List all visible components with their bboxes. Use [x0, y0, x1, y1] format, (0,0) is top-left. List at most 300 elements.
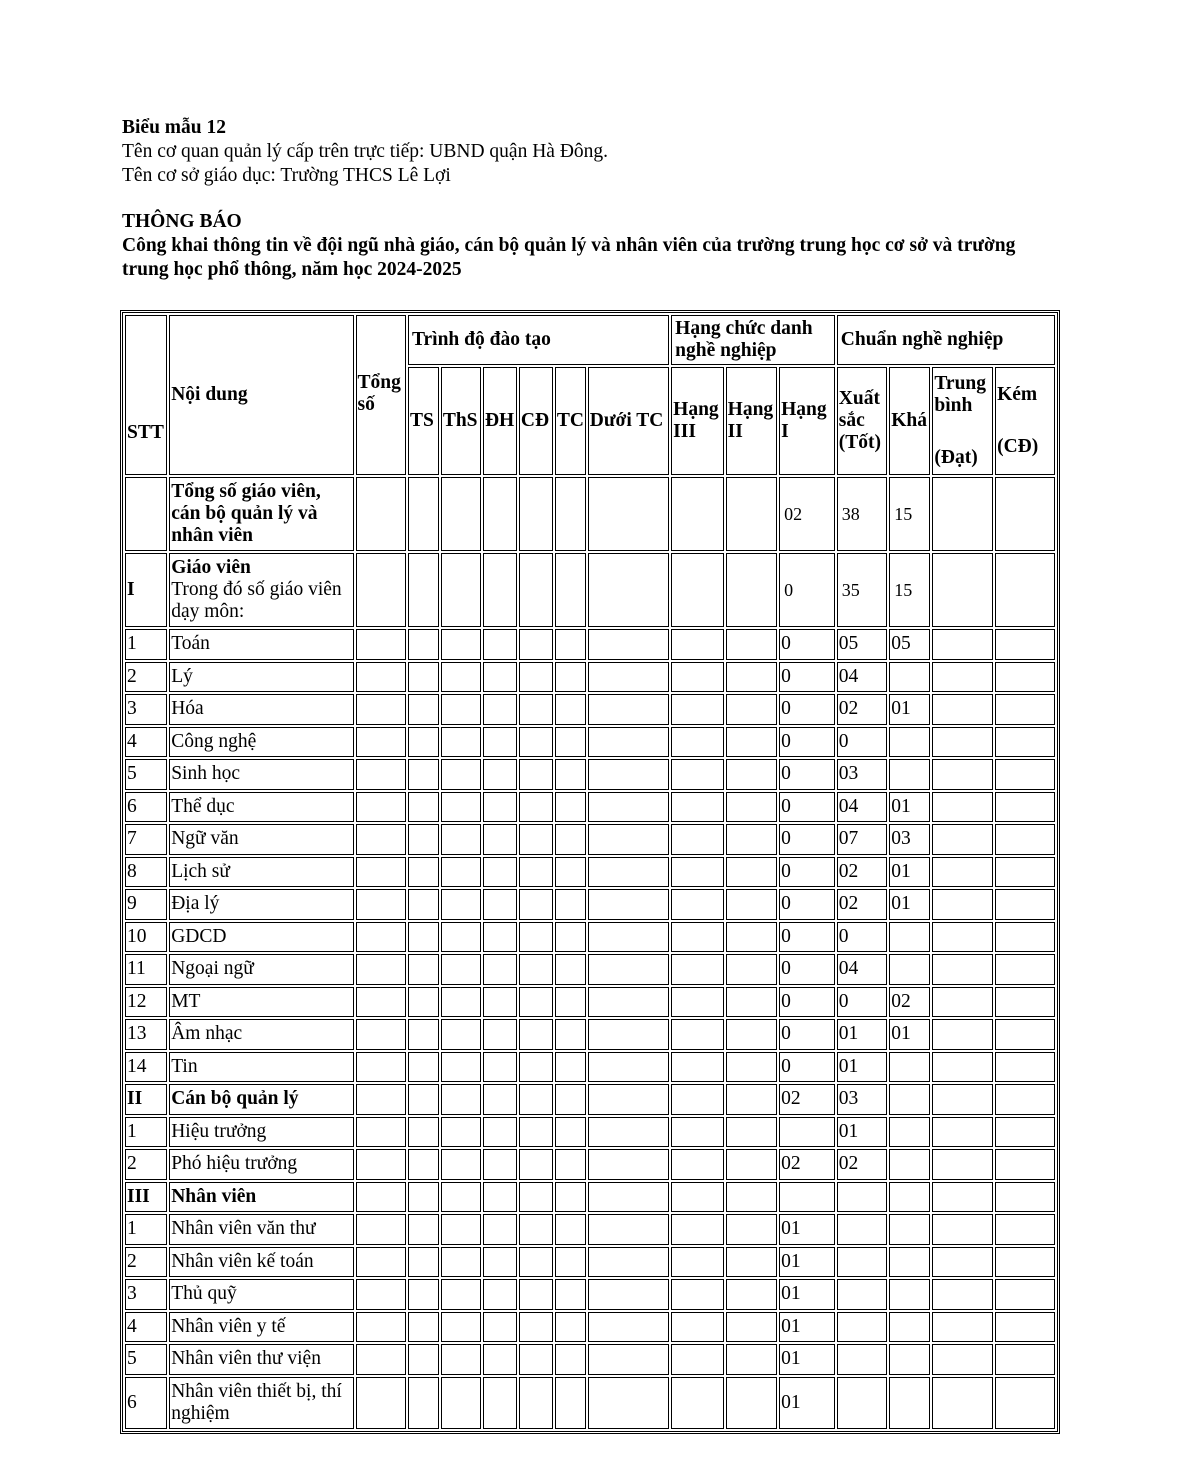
- cell-tongso: [356, 824, 406, 855]
- cell-noidung: GDCD: [169, 922, 353, 953]
- cell-duoitc: [588, 662, 669, 693]
- cell-tongso: [356, 1312, 406, 1343]
- header-trungbinh-note: (Đạt): [934, 447, 978, 468]
- cell-xuatsac: 04: [837, 792, 887, 823]
- cell-hang3: [671, 1117, 724, 1148]
- cell-trungbinh: [932, 1149, 993, 1180]
- cell-xuatsac: 02: [837, 889, 887, 920]
- cell-cd: [519, 694, 553, 725]
- cell-ts: [408, 1279, 439, 1310]
- cell-hang3: [671, 954, 724, 985]
- cell-duoitc: [588, 922, 669, 953]
- cell-ts: [408, 954, 439, 985]
- cell-hang2: [726, 792, 777, 823]
- cell-trungbinh: [932, 1052, 993, 1083]
- cell-xuatsac: 04: [837, 954, 887, 985]
- cell-trungbinh: [932, 922, 993, 953]
- cell-tongso: [356, 694, 406, 725]
- cell-hang1: 0: [779, 922, 835, 953]
- cell-trungbinh: [932, 1182, 993, 1213]
- cell-cd: [519, 759, 553, 790]
- cell-kha: 01: [889, 857, 930, 888]
- cell-dh: [483, 759, 517, 790]
- cell-hang1: 02: [779, 1149, 835, 1180]
- cell-kha: [889, 1312, 930, 1343]
- cell-kha: [889, 662, 930, 693]
- cell-hang3: [671, 889, 724, 920]
- cell-dh: [483, 987, 517, 1018]
- cell-kem: [995, 553, 1055, 627]
- cell-xuatsac: 01: [837, 1117, 887, 1148]
- cell-trungbinh: [932, 1279, 993, 1310]
- row-title: Giáo viên: [171, 557, 251, 578]
- cell-cd: [519, 824, 553, 855]
- cell-stt: 4: [125, 1312, 167, 1343]
- agency-line: Tên cơ quan quản lý cấp trên trực tiếp: UBND quận Hà Đông.: [122, 141, 609, 162]
- table-row: [125, 857, 1055, 888]
- cell-hang3: [671, 824, 724, 855]
- table-row: [125, 727, 1055, 758]
- table-row: [125, 922, 1055, 953]
- cell-noidung: Ngữ văn: [169, 824, 353, 855]
- cell-dh: [483, 857, 517, 888]
- cell-ths: [441, 1182, 481, 1213]
- cell-dh: [483, 477, 517, 551]
- cell-xuatsac: [837, 1344, 887, 1375]
- header-dh: ĐH: [483, 367, 517, 475]
- cell-trungbinh: [932, 1312, 993, 1343]
- cell-ths: [441, 629, 481, 660]
- cell-hang1: 0: [779, 987, 835, 1018]
- table-row: [125, 1377, 1055, 1429]
- table-row: [125, 1279, 1055, 1310]
- cell-hang2: [726, 824, 777, 855]
- cell-dh: [483, 824, 517, 855]
- cell-hang1: 0: [779, 727, 835, 758]
- cell-dh: [483, 629, 517, 660]
- header-xuatsac: Xuất sắc (Tốt): [837, 367, 887, 475]
- cell-kha: [889, 1182, 930, 1213]
- header-cd: CĐ: [519, 367, 553, 475]
- table-row: [125, 629, 1055, 660]
- cell-trungbinh: [932, 694, 993, 725]
- cell-trungbinh: [932, 1344, 993, 1375]
- cell-tc: [555, 857, 586, 888]
- cell-hang1: [779, 1182, 835, 1213]
- cell-ths: [441, 1214, 481, 1245]
- cell-noidung: Tổng số giáo viên, cán bộ quản lý và nhân viên: [169, 477, 353, 551]
- cell-tongso: [356, 954, 406, 985]
- cell-noidung: Nhân viên kế toán: [169, 1247, 353, 1278]
- cell-tc: [555, 1149, 586, 1180]
- cell-stt: 9: [125, 889, 167, 920]
- cell-kem: [995, 1377, 1055, 1429]
- cell-dh: [483, 1052, 517, 1083]
- cell-hang3: [671, 694, 724, 725]
- cell-hang1: 0: [779, 553, 835, 627]
- cell-trungbinh: [932, 662, 993, 693]
- cell-hang1: 0: [779, 1019, 835, 1050]
- cell-duoitc: [588, 727, 669, 758]
- cell-hang1: 01: [779, 1344, 835, 1375]
- cell-kem: [995, 889, 1055, 920]
- header-hang2: Hạng II: [726, 367, 777, 475]
- table-body: [125, 477, 1055, 1429]
- cell-hang2: [726, 1019, 777, 1050]
- cell-kem: [995, 987, 1055, 1018]
- cell-hang2: [726, 1182, 777, 1213]
- cell-noidung: Tin: [169, 1052, 353, 1083]
- cell-cd: [519, 987, 553, 1018]
- cell-stt: 10: [125, 922, 167, 953]
- cell-noidung: Thủ quỹ: [169, 1279, 353, 1310]
- header-stt: STT: [125, 315, 167, 475]
- cell-xuatsac: 0: [837, 987, 887, 1018]
- cell-ts: [408, 727, 439, 758]
- cell-ths: [441, 1052, 481, 1083]
- table-row: [125, 1084, 1055, 1115]
- cell-hang2: [726, 1117, 777, 1148]
- cell-cd: [519, 477, 553, 551]
- cell-tc: [555, 759, 586, 790]
- cell-trungbinh: [932, 477, 993, 551]
- cell-hang2: [726, 922, 777, 953]
- cell-xuatsac: 0: [837, 922, 887, 953]
- cell-duoitc: [588, 1117, 669, 1148]
- cell-tongso: [356, 987, 406, 1018]
- cell-kem: [995, 759, 1055, 790]
- cell-kem: [995, 1019, 1055, 1050]
- cell-dh: [483, 1084, 517, 1115]
- cell-trungbinh: [932, 1019, 993, 1050]
- cell-dh: [483, 1279, 517, 1310]
- cell-hang2: [726, 889, 777, 920]
- cell-ths: [441, 857, 481, 888]
- cell-kha: [889, 727, 930, 758]
- table-row: [125, 1052, 1055, 1083]
- cell-duoitc: [588, 1344, 669, 1375]
- cell-duoitc: [588, 1377, 669, 1429]
- cell-tc: [555, 1182, 586, 1213]
- cell-hang3: [671, 922, 724, 953]
- cell-kem: [995, 1344, 1055, 1375]
- cell-tc: [555, 727, 586, 758]
- cell-hang1: 0: [779, 792, 835, 823]
- staff-table: [122, 312, 1058, 1432]
- header-kem-label: Kém: [997, 384, 1038, 405]
- cell-dh: [483, 1117, 517, 1148]
- cell-duoitc: [588, 1084, 669, 1115]
- cell-kem: [995, 792, 1055, 823]
- cell-noidung: Nhân viên văn thư: [169, 1214, 353, 1245]
- cell-tongso: [356, 1344, 406, 1375]
- cell-stt: 2: [125, 662, 167, 693]
- cell-ts: [408, 662, 439, 693]
- cell-stt: 3: [125, 694, 167, 725]
- cell-hang1: 0: [779, 1052, 835, 1083]
- cell-cd: [519, 1019, 553, 1050]
- cell-xuatsac: [837, 1214, 887, 1245]
- cell-ts: [408, 792, 439, 823]
- header-hang3: Hạng III: [671, 367, 724, 475]
- table-row: [125, 477, 1055, 551]
- cell-tc: [555, 922, 586, 953]
- cell-tc: [555, 662, 586, 693]
- cell-hang2: [726, 1312, 777, 1343]
- cell-tc: [555, 553, 586, 627]
- cell-noidung: Hiệu trưởng: [169, 1117, 353, 1148]
- cell-duoitc: [588, 857, 669, 888]
- cell-stt: 1: [125, 1214, 167, 1245]
- table-row: [125, 759, 1055, 790]
- cell-ts: [408, 1052, 439, 1083]
- cell-duoitc: [588, 792, 669, 823]
- cell-kha: 15: [889, 553, 930, 627]
- cell-cd: [519, 1182, 553, 1213]
- cell-kha: [889, 922, 930, 953]
- cell-cd: [519, 1279, 553, 1310]
- cell-tongso: [356, 1247, 406, 1278]
- cell-kha: 01: [889, 1019, 930, 1050]
- cell-noidung: Hóa: [169, 694, 353, 725]
- cell-trungbinh: [932, 759, 993, 790]
- cell-hang2: [726, 1247, 777, 1278]
- cell-xuatsac: 01: [837, 1052, 887, 1083]
- cell-ts: [408, 694, 439, 725]
- cell-hang3: [671, 1247, 724, 1278]
- cell-kem: [995, 1052, 1055, 1083]
- cell-ths: [441, 1344, 481, 1375]
- table-row: [125, 987, 1055, 1018]
- cell-dh: [483, 1312, 517, 1343]
- table-row: [125, 889, 1055, 920]
- header-kem-note: (CĐ): [997, 436, 1039, 457]
- cell-ths: [441, 1084, 481, 1115]
- cell-ths: [441, 792, 481, 823]
- cell-noidung: Ngoại ngữ: [169, 954, 353, 985]
- cell-stt: 5: [125, 1344, 167, 1375]
- cell-ths: [441, 889, 481, 920]
- cell-hang2: [726, 1279, 777, 1310]
- cell-duoitc: [588, 889, 669, 920]
- cell-kha: [889, 1149, 930, 1180]
- cell-duoitc: [588, 629, 669, 660]
- cell-ths: [441, 727, 481, 758]
- cell-noidung: Phó hiệu trưởng: [169, 1149, 353, 1180]
- cell-hang2: [726, 477, 777, 551]
- cell-kha: 02: [889, 987, 930, 1018]
- header-trungbinh: [932, 367, 993, 475]
- cell-tc: [555, 1084, 586, 1115]
- cell-hang3: [671, 759, 724, 790]
- cell-ths: [441, 694, 481, 725]
- cell-stt: 3: [125, 1279, 167, 1310]
- cell-kha: [889, 954, 930, 985]
- table-row: [125, 1019, 1055, 1050]
- table-row: [125, 553, 1055, 627]
- cell-cd: [519, 553, 553, 627]
- cell-tongso: [356, 1182, 406, 1213]
- cell-hang3: [671, 553, 724, 627]
- cell-ths: [441, 987, 481, 1018]
- cell-tongso: [356, 1084, 406, 1115]
- cell-xuatsac: 02: [837, 857, 887, 888]
- cell-ts: [408, 1182, 439, 1213]
- cell-hang1: 0: [779, 694, 835, 725]
- cell-ts: [408, 1149, 439, 1180]
- cell-duoitc: [588, 1182, 669, 1213]
- cell-xuatsac: 05: [837, 629, 887, 660]
- cell-kem: [995, 1149, 1055, 1180]
- cell-kha: [889, 1084, 930, 1115]
- table-row: [125, 662, 1055, 693]
- cell-cd: [519, 727, 553, 758]
- cell-hang2: [726, 553, 777, 627]
- cell-ts: [408, 922, 439, 953]
- cell-tc: [555, 954, 586, 985]
- cell-kem: [995, 857, 1055, 888]
- cell-ths: [441, 662, 481, 693]
- cell-tongso: [356, 727, 406, 758]
- cell-dh: [483, 954, 517, 985]
- cell-xuatsac: [837, 1279, 887, 1310]
- table-row: [125, 792, 1055, 823]
- notice-subtitle: Công khai thông tin về đội ngũ nhà giáo, cán bộ quản lý và nhân viên của trường trung học cơ sở và trường trung học phổ thông, năm học 2024-2025: [122, 235, 1016, 280]
- cell-xuatsac: 02: [837, 694, 887, 725]
- cell-duoitc: [588, 1279, 669, 1310]
- cell-kem: [995, 1312, 1055, 1343]
- cell-tongso: [356, 1214, 406, 1245]
- table-row: [125, 1312, 1055, 1343]
- header-noidung: Nội dung: [169, 315, 353, 475]
- header-ts: TS: [408, 367, 439, 475]
- cell-ths: [441, 824, 481, 855]
- cell-kem: [995, 824, 1055, 855]
- cell-ths: [441, 1279, 481, 1310]
- cell-tongso: [356, 1279, 406, 1310]
- header-tc: TC: [555, 367, 586, 475]
- document-header: [122, 116, 1062, 282]
- form-title: Biểu mẫu 12: [122, 117, 227, 138]
- cell-kem: [995, 954, 1055, 985]
- cell-tc: [555, 1312, 586, 1343]
- cell-cd: [519, 1214, 553, 1245]
- cell-hang3: [671, 1214, 724, 1245]
- cell-kem: [995, 629, 1055, 660]
- cell-tc: [555, 1279, 586, 1310]
- cell-hang1: [779, 1117, 835, 1148]
- cell-stt: 7: [125, 824, 167, 855]
- cell-stt: [125, 477, 167, 551]
- cell-noidung: Nhân viên y tế: [169, 1312, 353, 1343]
- cell-noidung: Địa lý: [169, 889, 353, 920]
- cell-hang2: [726, 1052, 777, 1083]
- cell-ths: [441, 922, 481, 953]
- cell-noidung: Nhân viên: [169, 1182, 353, 1213]
- cell-tongso: [356, 1117, 406, 1148]
- cell-hang1: 0: [779, 629, 835, 660]
- cell-duoitc: [588, 694, 669, 725]
- cell-trungbinh: [932, 629, 993, 660]
- cell-tc: [555, 1019, 586, 1050]
- header-hang: Hạng chức danh nghề nghiệp: [671, 315, 835, 365]
- cell-stt: 2: [125, 1149, 167, 1180]
- cell-tongso: [356, 477, 406, 551]
- cell-tc: [555, 1117, 586, 1148]
- cell-duoitc: [588, 1214, 669, 1245]
- cell-tc: [555, 792, 586, 823]
- cell-kha: 01: [889, 694, 930, 725]
- cell-cd: [519, 792, 553, 823]
- cell-duoitc: [588, 1019, 669, 1050]
- cell-kha: 01: [889, 889, 930, 920]
- cell-ts: [408, 477, 439, 551]
- header-tongso: Tổng số: [356, 315, 406, 475]
- cell-noidung: Lịch sử: [169, 857, 353, 888]
- cell-xuatsac: 04: [837, 662, 887, 693]
- cell-stt: 13: [125, 1019, 167, 1050]
- cell-tc: [555, 477, 586, 551]
- cell-cd: [519, 1149, 553, 1180]
- cell-kha: [889, 1214, 930, 1245]
- cell-hang1: 0: [779, 824, 835, 855]
- cell-duoitc: [588, 1247, 669, 1278]
- cell-ths: [441, 1149, 481, 1180]
- cell-tongso: [356, 857, 406, 888]
- cell-hang1: 02: [779, 1084, 835, 1115]
- table-row: [125, 1247, 1055, 1278]
- cell-kem: [995, 1117, 1055, 1148]
- cell-ts: [408, 1344, 439, 1375]
- cell-hang3: [671, 1149, 724, 1180]
- cell-xuatsac: 03: [837, 759, 887, 790]
- cell-hang3: [671, 1052, 724, 1083]
- cell-hang3: [671, 1312, 724, 1343]
- cell-noidung: Cán bộ quản lý: [169, 1084, 353, 1115]
- cell-dh: [483, 1344, 517, 1375]
- cell-xuatsac: 38: [837, 477, 887, 551]
- cell-stt: 14: [125, 1052, 167, 1083]
- cell-tc: [555, 1344, 586, 1375]
- table-row: [125, 1149, 1055, 1180]
- cell-dh: [483, 1214, 517, 1245]
- cell-trungbinh: [932, 727, 993, 758]
- cell-noidung: Công nghệ: [169, 727, 353, 758]
- cell-trungbinh: [932, 1214, 993, 1245]
- cell-cd: [519, 1377, 553, 1429]
- cell-cd: [519, 922, 553, 953]
- cell-kha: 01: [889, 792, 930, 823]
- cell-tc: [555, 1377, 586, 1429]
- cell-duoitc: [588, 824, 669, 855]
- cell-noidung: Nhân viên thư viện: [169, 1344, 353, 1375]
- cell-stt: 11: [125, 954, 167, 985]
- cell-hang1: 0: [779, 889, 835, 920]
- cell-hang3: [671, 477, 724, 551]
- cell-hang3: [671, 662, 724, 693]
- cell-hang3: [671, 1344, 724, 1375]
- cell-ths: [441, 1019, 481, 1050]
- cell-tongso: [356, 629, 406, 660]
- cell-ths: [441, 553, 481, 627]
- cell-trungbinh: [932, 824, 993, 855]
- cell-kem: [995, 1214, 1055, 1245]
- cell-noidung: Thể dục: [169, 792, 353, 823]
- cell-hang2: [726, 1149, 777, 1180]
- table-row: [125, 1214, 1055, 1245]
- cell-stt: II: [125, 1084, 167, 1115]
- cell-hang2: [726, 759, 777, 790]
